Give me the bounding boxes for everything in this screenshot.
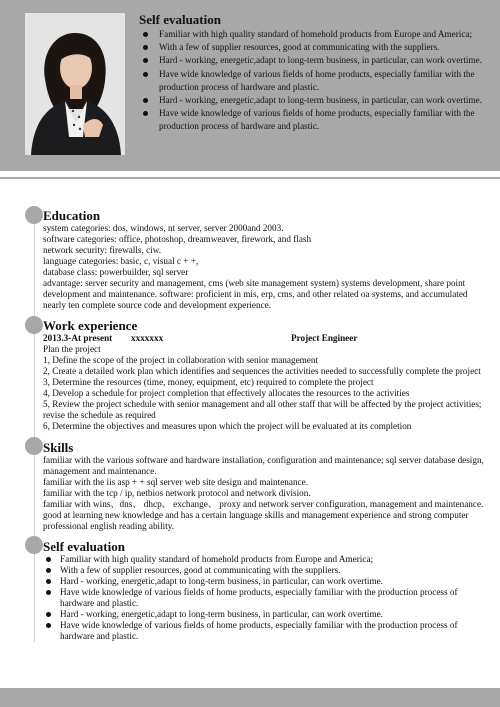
header-section-title: Self evaluation	[139, 12, 221, 27]
education-title: Education	[43, 208, 101, 223]
education-line: software categories: office, photoshop, dreamweaver, firework, and flash	[43, 234, 312, 244]
list-item: Hard - working, energetic,adapt to long-term business, in particular, can work overtime.	[139, 54, 484, 67]
timeline-dot-skills	[25, 437, 43, 455]
work-line: 4, Develop a schedule for project completion that effectively allocates the resources to the activities	[43, 388, 410, 398]
education-line: nearly ten complete source code and development experience.	[43, 300, 272, 310]
list-item: Hard - working, energetic,adapt to long-term business, in particular, can work overtime.	[43, 576, 491, 587]
header-divider	[0, 177, 500, 179]
list-item: Have wide knowledge of various fields of home products, especially familiar with the production process of hardware and plastic.	[139, 107, 484, 133]
work-line: 5, Review the project schedule with senior management and all other staff that will be affected by the project activities;	[43, 399, 482, 409]
list-item: Have wide knowledge of various fields of home products, especially familiar with the production process of hardware and plastic.	[43, 620, 491, 642]
profile-photo	[25, 13, 125, 155]
education-line: network security: firewalls, ciw.	[43, 245, 162, 255]
skills-line: familiar with the tcp / ip, netbios network protocol and network division.	[43, 488, 311, 498]
timeline-dot-education	[25, 206, 43, 224]
list-item: With a few of supplier resources, good at communicating with the suppliers.	[43, 565, 491, 576]
work-line: 2, Create a detailed work plan which identifies and sequences the activities needed to successfully complete the project	[43, 366, 481, 376]
self-evaluation-list	[43, 554, 491, 642]
list-item: Familiar with high quality standard of homehold products from Europe and America;	[43, 554, 491, 565]
skills-line: good at learning new knowledge and has a certain language skills and management experience and strong computer	[43, 510, 469, 520]
list-item: Hard - working, energetic,adapt to long-term business, in particular, can work overtime.	[139, 94, 484, 107]
work-line: 6, Determine the objectives and measures upon which the project will be evaluated at its completion	[43, 421, 412, 431]
timeline-line	[34, 212, 35, 642]
timeline-dot-work	[25, 316, 43, 334]
skills-line: familiar with wins、dns、 dhcp、 exchange、 proxy and network server configuration, management and maintenance.	[43, 499, 484, 509]
work-line: Plan the project	[43, 344, 101, 354]
work-experience-title: Work experience	[43, 318, 138, 333]
education-line: development and maintenance. software: proficient in mis, erp, cms, and other related oa systems, and accumulated	[43, 289, 468, 299]
list-item: Have wide knowledge of various fields of home products, especially familiar with the production process of hardware and plastic.	[43, 587, 491, 609]
timeline-dot-self-evaluation	[25, 536, 43, 554]
education-section	[43, 208, 491, 311]
skills-line: familiar with the various software and hardware installation, configuration and maintenance; sql server database design,	[43, 455, 484, 465]
work-line: revise the schedule as required	[43, 410, 156, 420]
education-line: system categories: dos, windows, nt server, server 2000and 2003.	[43, 223, 284, 233]
self-evaluation-title: Self evaluation	[43, 539, 125, 554]
education-line: language categories: basic, c, visual c + +,	[43, 256, 199, 266]
education-line: database class: powerbuilder, sql server	[43, 267, 189, 277]
self-evaluation-section	[43, 539, 491, 642]
skills-section	[43, 440, 491, 532]
header-self-evaluation	[139, 12, 484, 134]
skills-line: familiar with the iis asp + + sql server web site design and maintenance.	[43, 477, 308, 487]
work-line: 1, Define the scope of the project in collaboration with senior management	[43, 355, 319, 365]
skills-title: Skills	[43, 440, 74, 455]
job-position: Project Engineer	[291, 333, 358, 343]
job-date: 2013.3-At present	[43, 333, 113, 343]
job-company: xxxxxxx	[131, 333, 164, 343]
education-line: advantage: server security and management, cms (web site management system) systems development, share point	[43, 278, 466, 288]
job-row	[43, 333, 491, 344]
work-experience-section	[43, 318, 491, 432]
work-line: 3, Determine the resources (time, money, equipment, etc) required to complete the project	[43, 377, 374, 387]
skills-line: professional english reading ability.	[43, 521, 175, 531]
footer-band	[0, 688, 500, 707]
list-item: Have wide knowledge of various fields of home products, especially familiar with the production process of hardware and plastic.	[139, 68, 484, 94]
header-self-evaluation-list	[139, 28, 484, 134]
list-item: Hard - working, energetic,adapt to long-term business, in particular, can work overtime.	[43, 609, 491, 620]
list-item: With a few of supplier resources, good at communicating with the suppliers.	[139, 41, 484, 54]
skills-line: management and maintenance.	[43, 466, 157, 476]
list-item: Familiar with high quality standard of homehold products from Europe and America;	[139, 28, 484, 41]
